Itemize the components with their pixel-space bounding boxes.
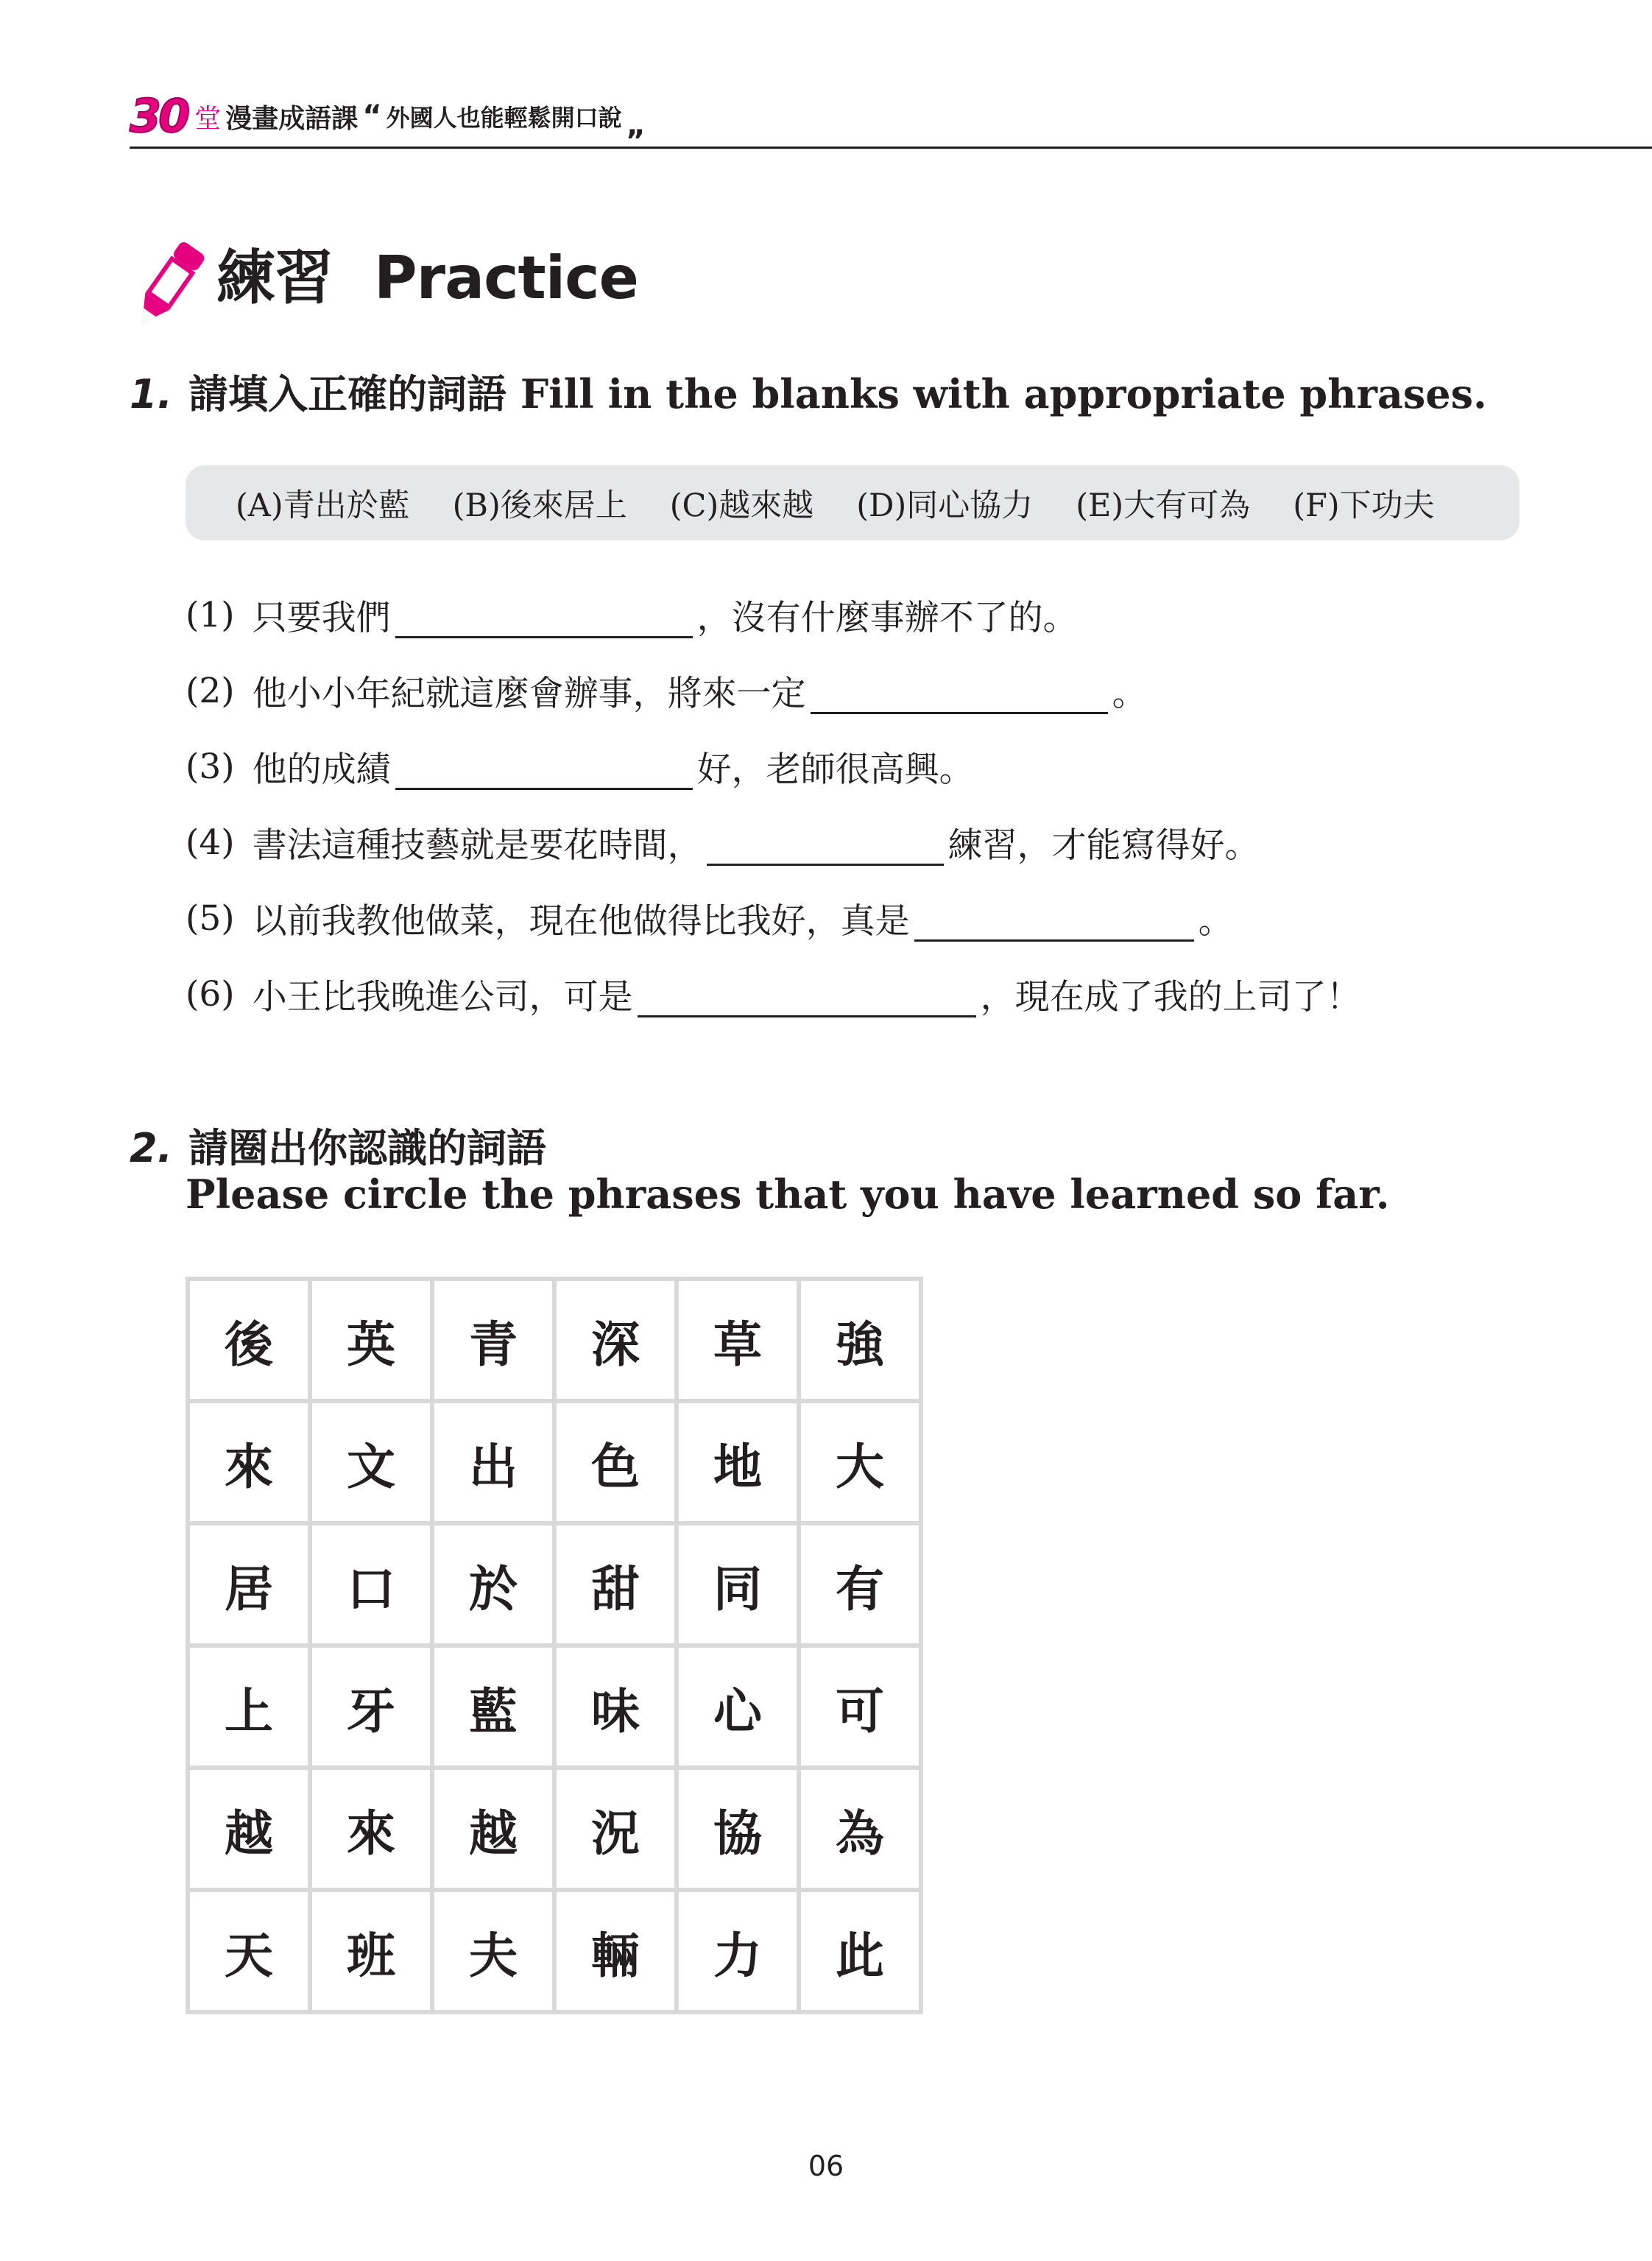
grid-cell[interactable]: 心: [679, 1648, 797, 1766]
word-bank-option: (F)下功夫: [1293, 487, 1435, 524]
word-bank-option: (E)大有可為: [1076, 487, 1251, 524]
sentence-item: [186, 729, 1547, 805]
grid-cell[interactable]: 有: [801, 1525, 919, 1643]
running-header: [130, 87, 650, 146]
word-bank-option: (D)同心協力: [856, 487, 1034, 524]
grid-cell[interactable]: 甜: [557, 1525, 674, 1643]
book-title: 漫畫成語課: [225, 103, 359, 134]
grid-cell[interactable]: 於: [434, 1525, 552, 1643]
answer-blank[interactable]: [638, 986, 976, 1017]
book-series-char: 堂: [194, 103, 222, 134]
grid-cell[interactable]: 來: [312, 1770, 430, 1888]
sentence-text-before: 以前我教他做菜，現在他做得比我好，真是: [252, 901, 910, 942]
grid-cell[interactable]: 來: [190, 1403, 308, 1521]
grid-cell[interactable]: 色: [557, 1403, 674, 1521]
grid-cell[interactable]: 力: [679, 1892, 797, 2010]
answer-blank[interactable]: [811, 682, 1108, 714]
header-rule: [130, 147, 1652, 149]
sentence-item: [186, 881, 1547, 956]
sentence-number: (6): [186, 974, 235, 1015]
sentence-text-after: ，現在成了我的上司了！: [980, 977, 1361, 1017]
sentence-number: (5): [186, 898, 235, 939]
sentence-text-before: 書法這種技藝就是要花時間，: [252, 825, 702, 866]
sentence-text-before: 只要我們: [252, 598, 391, 638]
sentence-number: (2): [186, 671, 235, 711]
grid-cell[interactable]: 文: [312, 1403, 430, 1521]
question-instruction: 請填入正確的詞語 Fill in the blanks with appropriate phrases.: [188, 370, 1487, 417]
question-instruction-en: Please circle the phrases that you have learned so far.: [186, 1171, 1390, 1218]
grid-cell[interactable]: 深: [557, 1281, 674, 1399]
quote-open: “: [362, 99, 382, 133]
sentence-text-after: 好，老師很高興。: [696, 749, 974, 790]
word-bank-option: (B)後來居上: [452, 487, 627, 524]
sentence-text-after: 練習，才能寫得好。: [947, 825, 1260, 866]
grid-cell[interactable]: 口: [312, 1525, 430, 1643]
sentence-item: [186, 956, 1547, 1032]
question-number: 1.: [130, 371, 173, 417]
section-title: [216, 244, 638, 312]
sentence-number: (3): [186, 747, 235, 787]
grid-cell[interactable]: 英: [312, 1281, 430, 1399]
word-bank-option: (A)青出於藍: [236, 487, 410, 524]
answer-blank[interactable]: [707, 834, 944, 866]
grid-cell[interactable]: 天: [190, 1892, 308, 2010]
grid-cell[interactable]: 出: [434, 1403, 552, 1521]
grid-cell[interactable]: 夫: [434, 1892, 552, 2010]
grid-cell[interactable]: 藍: [434, 1648, 552, 1766]
grid-cell[interactable]: 強: [801, 1281, 919, 1399]
grid-cell[interactable]: 味: [557, 1648, 674, 1766]
grid-cell[interactable]: 上: [190, 1648, 308, 1766]
sentence-number: (4): [186, 822, 235, 863]
sentence-text-before: 小王比我晚進公司，可是: [252, 977, 633, 1017]
grid-cell[interactable]: 大: [801, 1403, 919, 1521]
grid-cell[interactable]: 為: [801, 1770, 919, 1888]
grid-cell[interactable]: 可: [801, 1648, 919, 1766]
grid-cell[interactable]: 後: [190, 1281, 308, 1399]
sentence-item: [186, 653, 1547, 729]
grid-cell[interactable]: 協: [679, 1770, 797, 1888]
question-1-heading: [130, 371, 1487, 417]
sentence-text-after: 。: [1198, 901, 1233, 942]
sentence-text-before: 他小小年紀就這麼會辦事，將來一定: [252, 674, 806, 714]
grid-cell[interactable]: 輛: [557, 1892, 674, 2010]
word-bank: [186, 465, 1519, 540]
grid-cell[interactable]: 牙: [312, 1648, 430, 1766]
section-title-zh: 練習: [216, 244, 333, 312]
grid-cell[interactable]: 地: [679, 1403, 797, 1521]
grid-cell[interactable]: 越: [190, 1770, 308, 1888]
grid-cell[interactable]: 青: [434, 1281, 552, 1399]
grid-cell[interactable]: 越: [434, 1770, 552, 1888]
sentence-text-after: ，沒有什麼事辦不了的。: [696, 598, 1078, 638]
word-bank-option: (C)越來越: [669, 487, 814, 524]
pencil-icon: [127, 234, 209, 339]
book-subtitle: 外國人也能輕鬆開口說: [386, 104, 622, 132]
grid-cell[interactable]: 況: [557, 1770, 674, 1888]
answer-blank[interactable]: [395, 758, 693, 790]
grid-cell[interactable]: 草: [679, 1281, 797, 1399]
book-number: 30: [130, 89, 188, 143]
question-number: 2.: [130, 1125, 173, 1171]
grid-cell[interactable]: 此: [801, 1892, 919, 2010]
sentence-item: [186, 577, 1547, 653]
sentence-number: (1): [186, 595, 235, 635]
quote-close: „: [626, 108, 646, 142]
sentence-item: [186, 805, 1547, 881]
grid-cell[interactable]: 班: [312, 1892, 430, 2010]
grid-cell[interactable]: 同: [679, 1525, 797, 1643]
sentence-text-before: 他的成績: [252, 749, 391, 790]
character-grid: [186, 1277, 923, 2014]
page-number: 06: [808, 2150, 844, 2182]
grid-cell[interactable]: 居: [190, 1525, 308, 1643]
question-instruction-zh: 請圈出你認識的詞語: [188, 1124, 547, 1171]
answer-blank[interactable]: [395, 607, 693, 638]
sentence-list: [186, 577, 1547, 1032]
section-title-en: Practice: [374, 244, 638, 312]
question-2-heading: [130, 1125, 1390, 1217]
sentence-text-after: 。: [1112, 674, 1147, 714]
answer-blank[interactable]: [914, 910, 1194, 942]
